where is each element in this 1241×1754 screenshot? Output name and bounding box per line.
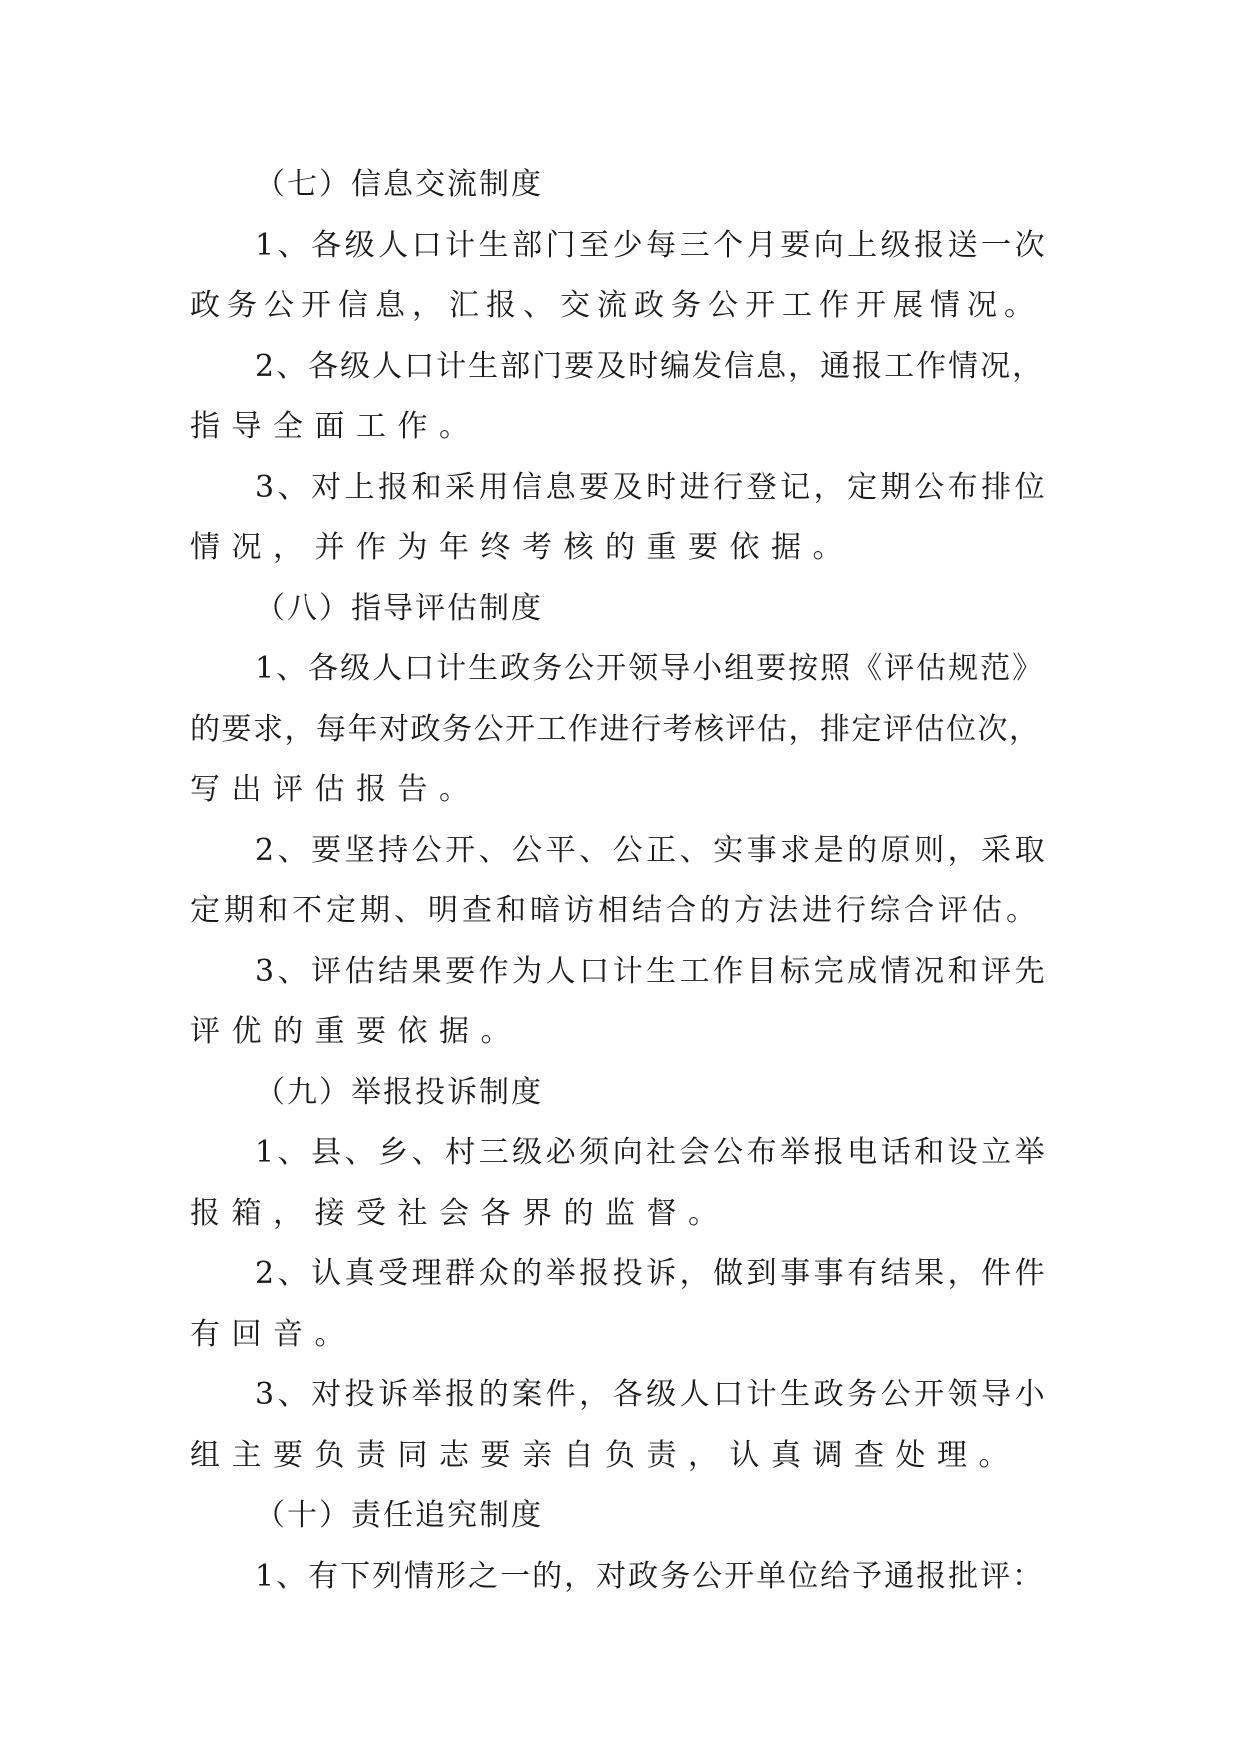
- section-heading-7: （七）信息交流制度: [255, 167, 543, 202]
- paragraph-line: 评优的重要依据。: [190, 1014, 522, 1049]
- paragraph-line: 政务公开信息，汇报、交流政务公开工作开展情况。: [190, 288, 1041, 323]
- paragraph-line: 2、要坚持公开、公平、公正、实事求是的原则，采取: [255, 832, 1049, 868]
- paragraph-line: 1、各级人口计生部门至少每三个月要向上级报送一次: [255, 227, 1049, 263]
- section-heading-10: （十）责任追究制度: [255, 1498, 543, 1533]
- paragraph-line: 1、各级人口计生政务公开领导小组要按照《评估规范》: [255, 651, 1045, 686]
- section-heading-8: （八）指导评估制度: [255, 590, 543, 626]
- paragraph-line: 3、对投诉举报的案件，各级人口计生政务公开领导小: [255, 1377, 1049, 1412]
- paragraph-line: 写出评估报告。: [190, 772, 481, 807]
- document-body: [190, 155, 1052, 1607]
- paragraph-line: 报箱，接受社会各界的监督。: [190, 1195, 730, 1231]
- paragraph-line: 情况，并作为年终考核的重要依据。: [190, 530, 854, 565]
- paragraph-line: 1、县、乡、村三级必须向社会公布举报电话和设立举: [255, 1135, 1049, 1170]
- paragraph-line: 2、各级人口计生部门要及时编发信息，通报工作情况，: [255, 348, 1045, 384]
- paragraph-line: 指导全面工作。: [190, 409, 481, 444]
- paragraph-line: 3、对上报和采用信息要及时进行登记，定期公布排位: [255, 469, 1049, 505]
- paragraph-line: 有回音。: [190, 1316, 356, 1352]
- section-heading-9: （九）举报投诉制度: [255, 1074, 543, 1110]
- paragraph-line: 3、评估结果要作为人口计生工作目标完成情况和评先: [255, 953, 1049, 989]
- paragraph-line: 1、有下列情形之一的，对政务公开单位给予通报批评：: [255, 1558, 1045, 1594]
- paragraph-line: 2、认真受理群众的举报投诉，做到事事有结果，件件: [255, 1256, 1049, 1291]
- paragraph-line: 的要求，每年对政务公开工作进行考核评估，排定评估位次，: [190, 711, 1041, 747]
- paragraph-line: 定期和不定期、明查和暗访相结合的方法进行综合评估。: [190, 893, 1040, 928]
- paragraph-line: 组主要负责同志要亲自负责，认真调查处理。: [190, 1437, 1020, 1473]
